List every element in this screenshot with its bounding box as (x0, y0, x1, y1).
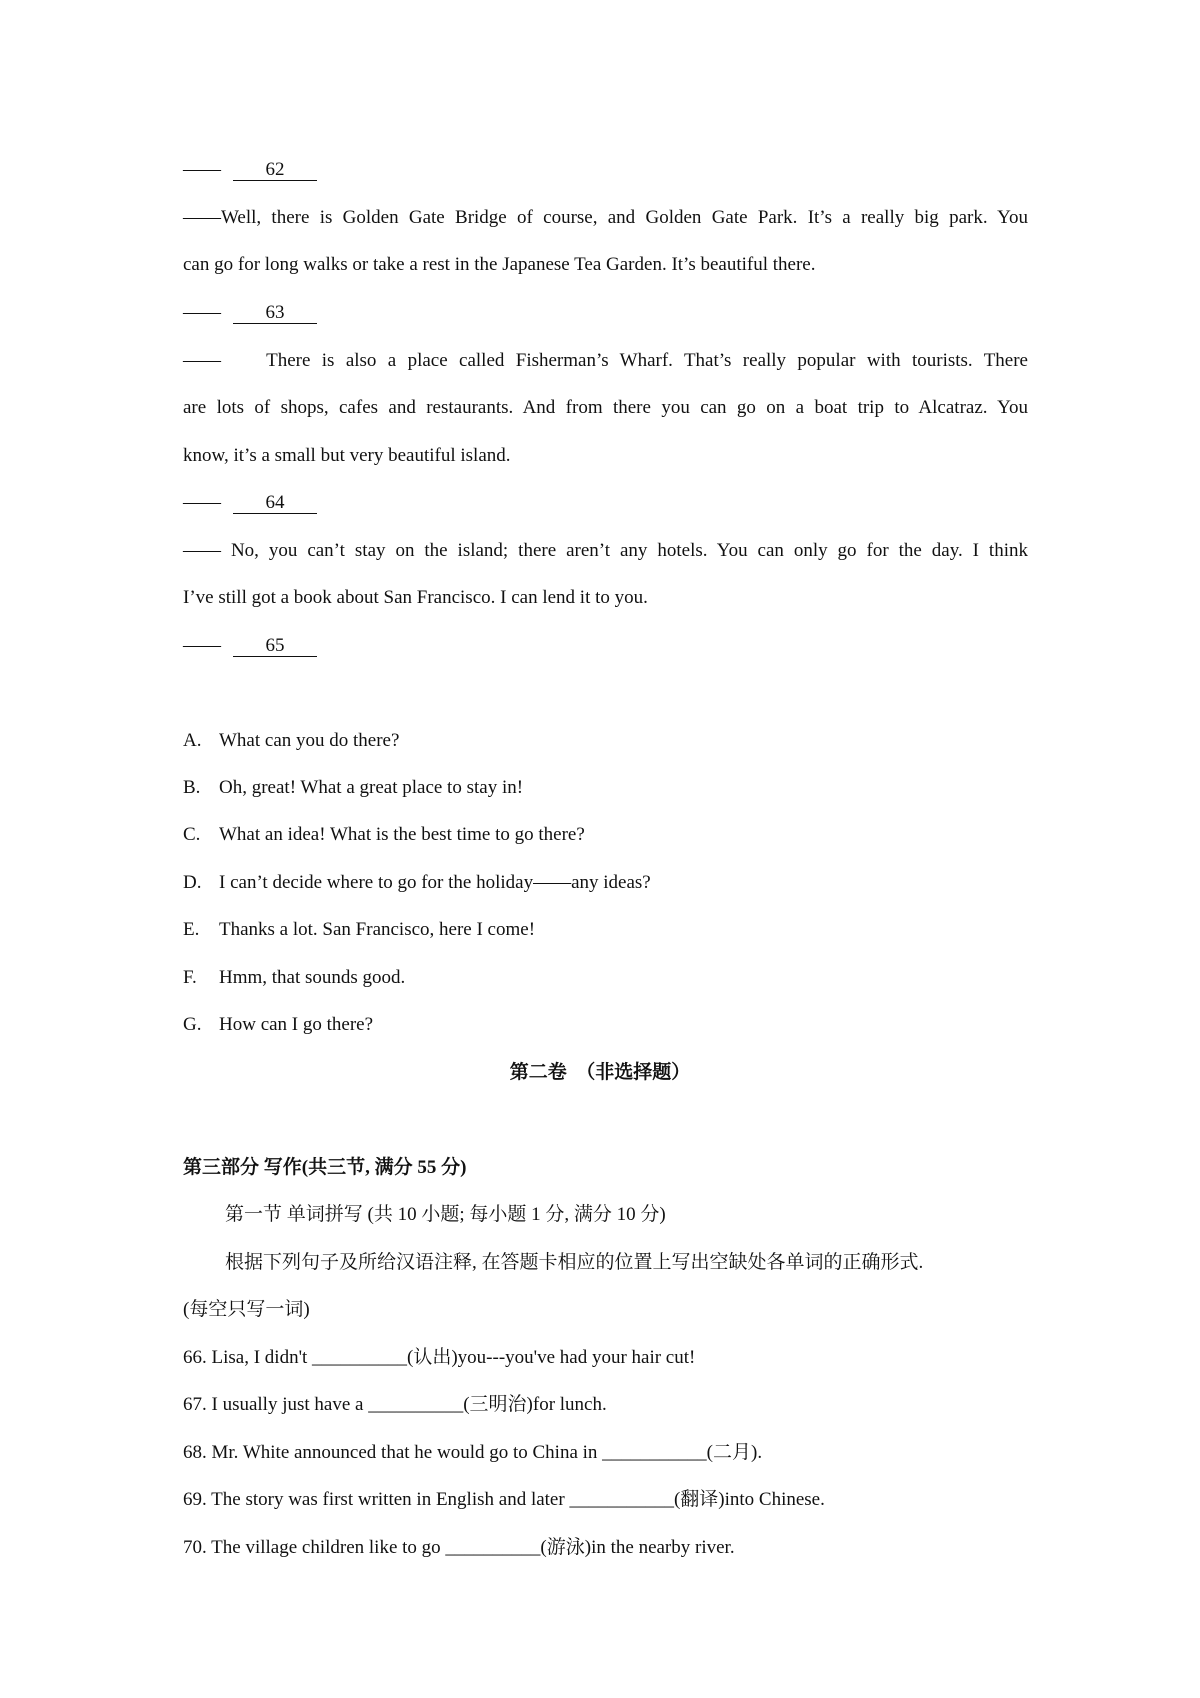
option-g (183, 1013, 1028, 1037)
option-e (183, 918, 1028, 942)
option-text: Thanks a lot. San Francisco, here I come! (219, 919, 536, 940)
option-text: What can you do there? (219, 730, 400, 751)
option-b (183, 776, 1028, 800)
option-d (183, 871, 1028, 895)
part-title: 第三部分 写作(共三节, 满分 55 分) (183, 1157, 467, 1178)
question-68: 68. Mr. White announced that he would go to China in ___________(二月). (183, 1442, 763, 1463)
question-67: 67. I usually just have a __________(三明治)for lunch. (183, 1394, 607, 1415)
option-letter: F. (183, 967, 197, 988)
dialogue-dash: —— (183, 302, 221, 323)
section-title: 第一节 单词拼写 (共 10 小题; 每小题 1 分, 满分 10 分) (225, 1204, 666, 1225)
blank-62 (183, 158, 1028, 182)
option-a (183, 729, 1028, 753)
dialogue-line: are lots of shops, cafes and restaurants. And from there you can go on a boat trip to Alcatraz. You (183, 397, 1028, 418)
dialogue-line: can go for long walks or take a rest in the Japanese Tea Garden. It’s beautiful there. (183, 254, 816, 275)
dialogue-dash: —— (183, 635, 221, 656)
volume-title: 第二卷 （非选择题） (509, 1062, 691, 1083)
blank-number: 64 (233, 493, 317, 514)
blank-number: 65 (233, 636, 317, 657)
option-letter: A. (183, 730, 202, 751)
dialogue-dash: —— (183, 492, 221, 513)
option-f (183, 966, 1028, 990)
option-letter: D. (183, 872, 202, 893)
dialogue-line: know, it’s a small but very beautiful island. (183, 445, 511, 466)
instructions-line: 根据下列句子及所给汉语注释, 在答题卡相应的位置上写出空缺处各单词的正确形式. (225, 1252, 924, 1273)
question-66: 66. Lisa, I didn't __________(认出)you---you've had your hair cut! (183, 1347, 696, 1368)
question-70: 70. The village children like to go __________(游泳)in the nearby river. (183, 1537, 735, 1558)
option-text: Oh, great! What a great place to stay in! (219, 777, 524, 798)
instructions-line: (每空只写一词) (183, 1299, 310, 1320)
blank-number: 62 (233, 160, 317, 181)
option-letter: E. (183, 919, 200, 940)
option-letter: C. (183, 824, 201, 845)
option-text: Hmm, that sounds good. (219, 967, 406, 988)
question-69: 69. The story was first written in English and later ___________(翻译)into Chinese. (183, 1489, 825, 1510)
blank-64 (183, 491, 1028, 515)
option-text: I can’t decide where to go for the holiday——any ideas? (219, 872, 651, 893)
blank-65 (183, 634, 1028, 658)
blank-number: 63 (233, 303, 317, 324)
dialogue-line: ——Well, there is Golden Gate Bridge of course, and Golden Gate Park. It’s a really big park. You (183, 207, 1028, 228)
blank-63 (183, 301, 1028, 325)
dialogue-line: I’ve still got a book about San Francisco. I can lend it to you. (183, 587, 648, 608)
option-letter: B. (183, 777, 201, 798)
dialogue-line: —— No, you can’t stay on the island; there aren’t any hotels. You can only go for the day. I think (183, 540, 1028, 561)
dialogue-line: —— There is also a place called Fisherman’s Wharf. That’s really popular with tourists. There (183, 350, 1028, 371)
option-text: What an idea! What is the best time to go there? (219, 824, 585, 845)
option-text: How can I go there? (219, 1014, 374, 1035)
option-letter: G. (183, 1014, 202, 1035)
dialogue-dash: —— (183, 159, 221, 180)
option-c (183, 823, 1028, 847)
